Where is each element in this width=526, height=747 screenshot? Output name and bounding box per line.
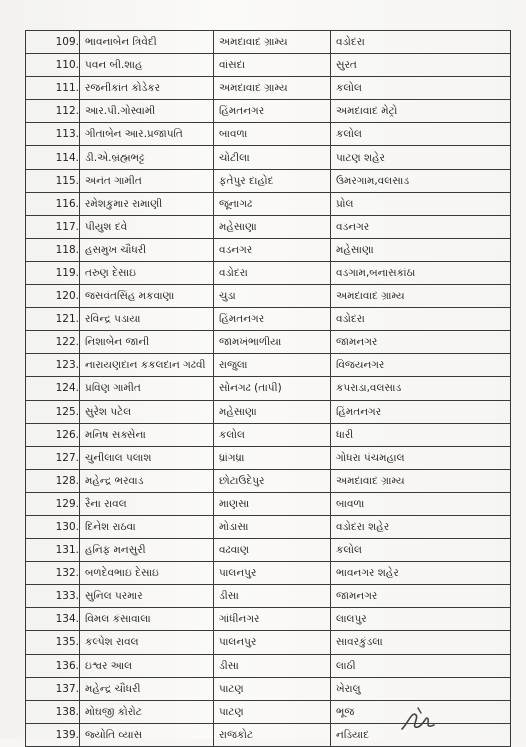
table-row: [26, 31, 511, 54]
new-posting-cell: સુરત: [331, 54, 511, 77]
officer-name-cell: મોઘજી કોરોટ: [80, 700, 214, 723]
current-posting-cell: વઢવાણ: [214, 539, 331, 562]
table-row: [26, 423, 511, 446]
new-posting-cell: ભૂજ: [331, 700, 511, 723]
current-posting-cell: પાલનપુર: [214, 562, 331, 585]
current-posting-cell: વડનગર: [214, 238, 331, 261]
officer-name-cell: સુનિલ પરમાર: [80, 585, 214, 608]
officer-name-cell: ડી.એ.બ્રહ્મભટ્ટ: [80, 146, 214, 169]
new-posting-cell: વડનગર: [331, 215, 511, 238]
serial-number-cell: 119.: [26, 261, 80, 284]
officer-name-cell: રમેશકુમાર રામાણી: [80, 192, 214, 215]
table-row: [26, 654, 511, 677]
new-posting-cell: લાઠી: [331, 654, 511, 677]
new-posting-cell: મહેસાણા: [331, 238, 511, 261]
current-posting-cell: ફતેપુર દાહોદ: [214, 169, 331, 192]
officer-name-cell: રવિન્દ્ર પડાયા: [80, 308, 214, 331]
officer-name-cell: પ્રવિણ ગામીત: [80, 377, 214, 400]
table-row: [26, 123, 511, 146]
new-posting-cell: ખેરાલુ: [331, 677, 511, 700]
current-posting-cell: ડીસા: [214, 654, 331, 677]
current-posting-cell: ડીસા: [214, 585, 331, 608]
current-posting-cell: મોડાસા: [214, 515, 331, 538]
table-row: [26, 331, 511, 354]
table-row: [26, 492, 511, 515]
new-posting-cell: ભાવનગર શહેર: [331, 562, 511, 585]
table-row: [26, 515, 511, 538]
officer-name-cell: પવન બી.શાહ: [80, 54, 214, 77]
new-posting-cell: લાલપુર: [331, 608, 511, 631]
current-posting-cell: રાજકોટ: [214, 723, 331, 746]
current-posting-cell: અમદાવાદ ગ્રામ્ય: [214, 31, 331, 54]
serial-number-cell: 126.: [26, 423, 80, 446]
new-posting-cell: નડિયાદ: [331, 723, 511, 746]
current-posting-cell: રાજુલા: [214, 354, 331, 377]
serial-number-cell: 113.: [26, 123, 80, 146]
new-posting-cell: વડોદરા: [331, 308, 511, 331]
current-posting-cell: અમદાવાદ ગ્રામ્ય: [214, 77, 331, 100]
new-posting-cell: પ્રોલ: [331, 192, 511, 215]
officer-name-cell: આર.પી.ગોસ્વામી: [80, 100, 214, 123]
table-row: [26, 677, 511, 700]
current-posting-cell: બાવળા: [214, 123, 331, 146]
new-posting-cell: જામનગર: [331, 585, 511, 608]
current-posting-cell: ગાંધીનગર: [214, 608, 331, 631]
serial-number-cell: 120.: [26, 285, 80, 308]
current-posting-cell: ચોટીલા: [214, 146, 331, 169]
current-posting-cell: માણસા: [214, 492, 331, 515]
officer-name-cell: વિમલ કંસાવાલા: [80, 608, 214, 631]
officer-name-cell: રૈના રાવલ: [80, 492, 214, 515]
table-row: [26, 354, 511, 377]
serial-number-cell: 139.: [26, 723, 80, 746]
serial-number-cell: 123.: [26, 354, 80, 377]
serial-number-cell: 131.: [26, 539, 80, 562]
serial-number-cell: 137.: [26, 677, 80, 700]
table-row: [26, 562, 511, 585]
new-posting-cell: પાટણ શહેર: [331, 146, 511, 169]
current-posting-cell: વાંસદા: [214, 54, 331, 77]
serial-number-cell: 124.: [26, 377, 80, 400]
officer-name-cell: અનંત ગામીત: [80, 169, 214, 192]
signature-mark: [398, 705, 438, 735]
table-row: [26, 608, 511, 631]
serial-number-cell: 116.: [26, 192, 80, 215]
officer-name-cell: સુરેશ પટેલ: [80, 400, 214, 423]
officer-name-cell: ઇશ્વર આલ: [80, 654, 214, 677]
serial-number-cell: 122.: [26, 331, 80, 354]
officer-name-cell: મહેન્દ્ર ભરવાડ: [80, 469, 214, 492]
serial-number-cell: 110.: [26, 54, 80, 77]
officer-name-cell: જ્યોતિ વ્યાસ: [80, 723, 214, 746]
serial-number-cell: 115.: [26, 169, 80, 192]
current-posting-cell: સોનગઢ (તાપી): [214, 377, 331, 400]
serial-number-cell: 121.: [26, 308, 80, 331]
table-row: [26, 54, 511, 77]
officer-name-cell: બળદેવભાઇ દેસાઇ: [80, 562, 214, 585]
current-posting-cell: હિંમતનગર: [214, 308, 331, 331]
new-posting-cell: કલોલ: [331, 77, 511, 100]
officer-name-cell: નિશાબેન જાની: [80, 331, 214, 354]
table-row: [26, 192, 511, 215]
current-posting-cell: ચુડા: [214, 285, 331, 308]
table-row: [26, 446, 511, 469]
table-row: [26, 169, 511, 192]
officer-name-cell: મનિષ સક્સેના: [80, 423, 214, 446]
current-posting-cell: જામખંભાળીયા: [214, 331, 331, 354]
table-row: [26, 400, 511, 423]
officer-name-cell: હનિફ મનસુરી: [80, 539, 214, 562]
officer-name-cell: રજનીકાંત કોડેકર: [80, 77, 214, 100]
current-posting-cell: પાટણ: [214, 677, 331, 700]
officer-name-cell: દિનેશ રાઠવા: [80, 515, 214, 538]
table-row: [26, 539, 511, 562]
table-row: [26, 377, 511, 400]
serial-number-cell: 112.: [26, 100, 80, 123]
new-posting-cell: અમદાવાદ મેટ્રો: [331, 100, 511, 123]
serial-number-cell: 135.: [26, 631, 80, 654]
serial-number-cell: 128.: [26, 469, 80, 492]
current-posting-cell: ધ્રાંગધ્રા: [214, 446, 331, 469]
serial-number-cell: 127.: [26, 446, 80, 469]
table-row: [26, 77, 511, 100]
table-row: [26, 631, 511, 654]
new-posting-cell: વડોદરા: [331, 31, 511, 54]
table-row: [26, 261, 511, 284]
table-row: [26, 285, 511, 308]
officer-name-cell: ગીતાબેન આર.પ્રજાપતિ: [80, 123, 214, 146]
new-posting-cell: હિંમતનગર: [331, 400, 511, 423]
current-posting-cell: પાટણ: [214, 700, 331, 723]
serial-number-cell: 133.: [26, 585, 80, 608]
new-posting-cell: સાવરકુંડલા: [331, 631, 511, 654]
new-posting-cell: ધારી: [331, 423, 511, 446]
officer-name-cell: ચુનીલાલ પલાશ: [80, 446, 214, 469]
new-posting-cell: વડગામ,બનાસકાંઠા: [331, 261, 511, 284]
officer-name-cell: મહેન્દ્ર ચૌધરી: [80, 677, 214, 700]
new-posting-cell: અમદાવાદ ગ્રામ્ય: [331, 285, 511, 308]
new-posting-cell: વડોદરા શહેર: [331, 515, 511, 538]
current-posting-cell: છોટાઉદેપુર: [214, 469, 331, 492]
new-posting-cell: કલોલ: [331, 539, 511, 562]
table-row: [26, 469, 511, 492]
serial-number-cell: 125.: [26, 400, 80, 423]
current-posting-cell: મહેસાણા: [214, 215, 331, 238]
serial-number-cell: 129.: [26, 492, 80, 515]
serial-number-cell: 130.: [26, 515, 80, 538]
new-posting-cell: બાવળા: [331, 492, 511, 515]
serial-number-cell: 136.: [26, 654, 80, 677]
serial-number-cell: 138.: [26, 700, 80, 723]
new-posting-cell: કલોલ: [331, 123, 511, 146]
serial-number-cell: 117.: [26, 215, 80, 238]
officer-name-cell: ભાવનાબેન ત્રિવેદી: [80, 31, 214, 54]
new-posting-cell: જામનગર: [331, 331, 511, 354]
officer-name-cell: જસવંતસિંહ મકવાણા: [80, 285, 214, 308]
serial-number-cell: 114.: [26, 146, 80, 169]
table-row: [26, 308, 511, 331]
officer-name-cell: કલ્પેશ રાવલ: [80, 631, 214, 654]
current-posting-cell: મહેસાણા: [214, 400, 331, 423]
current-posting-cell: પાલનપુર: [214, 631, 331, 654]
new-posting-cell: અમદાવાદ ગ્રામ્ય: [331, 469, 511, 492]
officer-name-cell: તરુણ દેસાઇ: [80, 261, 214, 284]
table-row: [26, 585, 511, 608]
officer-name-cell: નારાયણદાન કકલદાન ગઢવી: [80, 354, 214, 377]
table-body: [26, 31, 511, 747]
new-posting-cell: ગોધરા પંચમહાલ: [331, 446, 511, 469]
serial-number-cell: 134.: [26, 608, 80, 631]
current-posting-cell: કલોલ: [214, 423, 331, 446]
officer-name-cell: હસમુખ ચૌધરી: [80, 238, 214, 261]
serial-number-cell: 132.: [26, 562, 80, 585]
table-row: [26, 100, 511, 123]
new-posting-cell: ઉમરગામ,વલસાડ: [331, 169, 511, 192]
current-posting-cell: જૂનાગઢ: [214, 192, 331, 215]
new-posting-cell: વિજયનગર: [331, 354, 511, 377]
table-row: [26, 146, 511, 169]
current-posting-cell: હિંમતનગર: [214, 100, 331, 123]
serial-number-cell: 109.: [26, 31, 80, 54]
serial-number-cell: 118.: [26, 238, 80, 261]
transfer-table: [25, 30, 511, 747]
table-row: [26, 215, 511, 238]
officer-name-cell: પીયુશ દવે: [80, 215, 214, 238]
serial-number-cell: 111.: [26, 77, 80, 100]
table-row: [26, 238, 511, 261]
new-posting-cell: કપરાડા,વલસાડ: [331, 377, 511, 400]
current-posting-cell: વડોદરા: [214, 261, 331, 284]
